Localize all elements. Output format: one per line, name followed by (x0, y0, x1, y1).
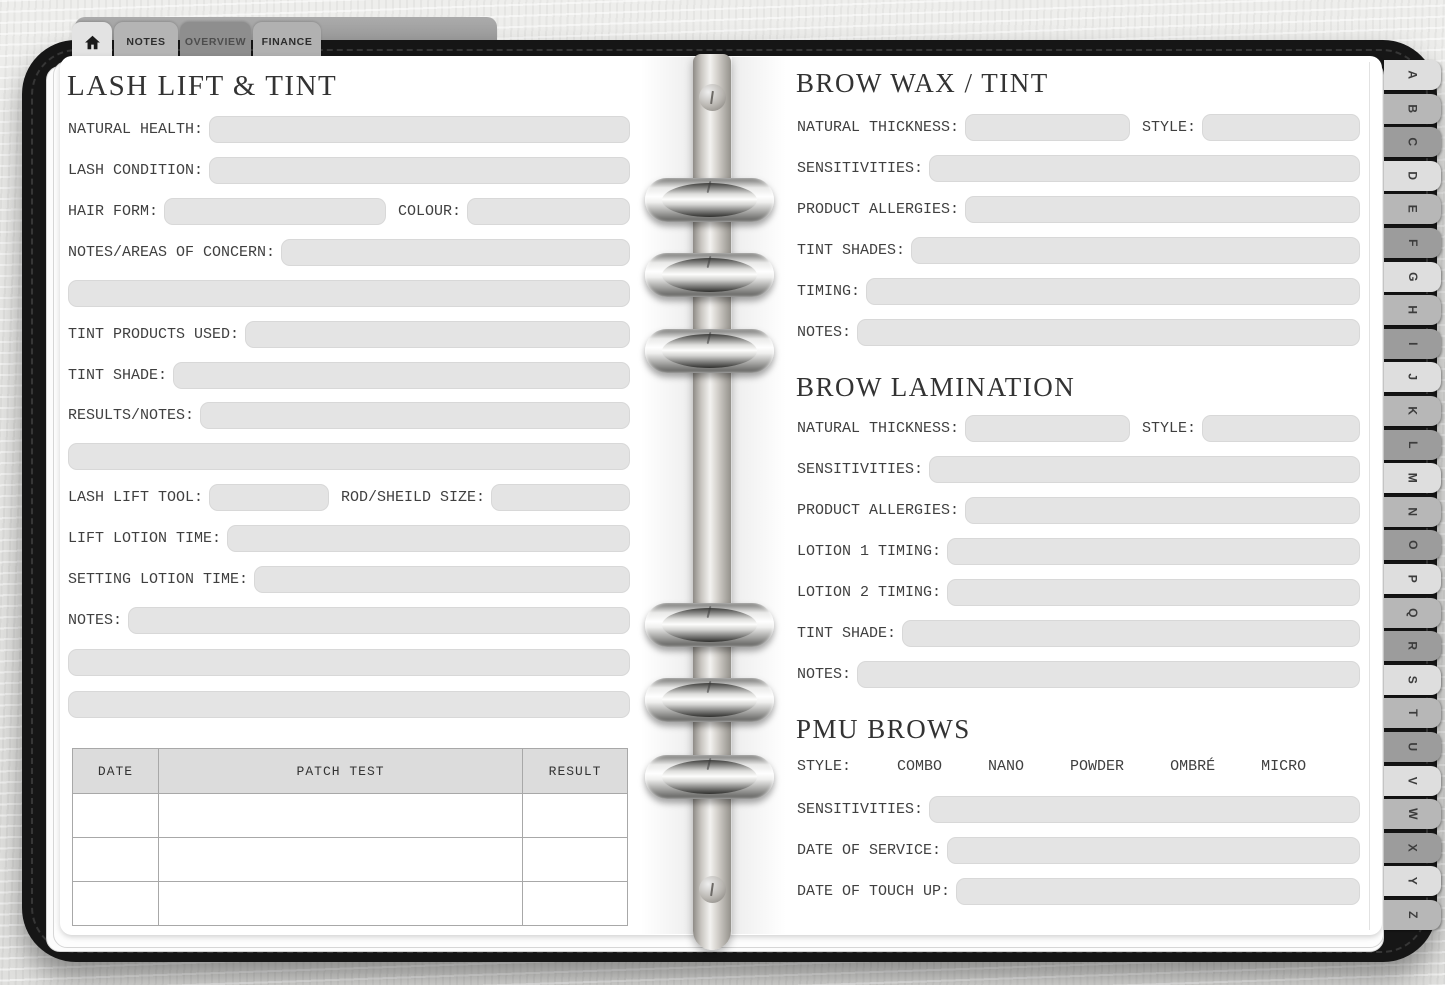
notes-areas-of-concern-input[interactable] (281, 239, 630, 266)
field-row (797, 415, 1360, 442)
natural-thickness-input[interactable] (965, 114, 1130, 141)
lash-lift-tool-input[interactable] (209, 484, 329, 511)
alphabet-tab-label: F (1405, 239, 1420, 247)
alphabet-tab-v[interactable] (1384, 766, 1441, 796)
style-input[interactable] (1202, 114, 1360, 141)
alphabet-tab-label: T (1405, 709, 1420, 717)
left-page-title: LASH LIFT & TINT (67, 70, 338, 102)
alphabet-tab-p[interactable] (1384, 564, 1441, 594)
alphabet-tab-i[interactable] (1384, 329, 1441, 359)
alphabet-tab-y[interactable] (1384, 866, 1441, 896)
binder-ring (645, 329, 774, 373)
notes-areas-of-concern-input-2[interactable] (68, 280, 630, 307)
field-row (797, 796, 1360, 823)
binder-ring (645, 755, 774, 799)
alphabet-tab-o[interactable] (1384, 530, 1441, 560)
alphabet-tab-label: G (1405, 272, 1420, 282)
alphabet-tab-k[interactable] (1384, 396, 1441, 426)
field-row (797, 620, 1360, 647)
field-row (797, 114, 1360, 141)
spine-screw-top (699, 84, 726, 111)
natural-health-input[interactable] (209, 116, 630, 143)
alphabet-tab-label: Y (1405, 876, 1420, 886)
alphabet-tab-label: R (1405, 641, 1420, 651)
alphabet-tab-m[interactable] (1384, 463, 1441, 493)
notes-areas-of-concern-label: NOTES/AREAS OF CONCERN: (68, 244, 276, 261)
lash-notes-label: NOTES: (68, 612, 123, 629)
field-row (797, 319, 1360, 346)
alphabet-tab-u[interactable] (1384, 732, 1441, 762)
alphabet-tab-label: M (1405, 472, 1420, 484)
alphabet-tab-d[interactable] (1384, 161, 1441, 191)
tint-shades-input[interactable] (911, 237, 1360, 264)
field-row (797, 497, 1360, 524)
tint-shade-input[interactable] (173, 362, 630, 389)
tab-label: OVERVIEW (184, 36, 247, 48)
pmu-style-option-ombre[interactable]: OMBRÉ (1170, 758, 1216, 775)
tab-label: NOTES (126, 36, 166, 48)
alphabet-tab-j[interactable] (1384, 362, 1441, 392)
tab-label: FINANCE (261, 36, 313, 48)
field-row (68, 649, 630, 676)
alphabet-tab-z[interactable] (1384, 900, 1441, 930)
alphabet-tab-label: E (1405, 204, 1420, 214)
results-notes-input-2[interactable] (68, 443, 630, 470)
alphabet-tab-label: P (1405, 574, 1420, 584)
pmu-style-option-powder[interactable]: POWDER (1070, 758, 1125, 775)
lam-product-allergies-input[interactable] (965, 497, 1360, 524)
timing-input[interactable] (866, 278, 1360, 305)
alphabet-tab-s[interactable] (1384, 665, 1441, 695)
field-row (68, 280, 630, 307)
field-row (68, 525, 630, 552)
binder-ring (645, 253, 774, 297)
colour-label: COLOUR: (398, 203, 462, 220)
alphabet-tab-label: S (1405, 675, 1420, 685)
alphabet-tab-label: Q (1405, 608, 1420, 618)
setting-lotion-time-label: SETTING LOTION TIME: (68, 571, 249, 588)
alphabet-tab-label: U (1405, 742, 1420, 752)
alphabet-tab-r[interactable] (1384, 631, 1441, 661)
table-cell[interactable] (73, 882, 159, 926)
table-row (73, 838, 628, 882)
lotion-2-timing-label: LOTION 2 TIMING: (797, 584, 942, 601)
wax-notes-input[interactable] (857, 319, 1360, 346)
table-header-date: DATE (73, 749, 159, 794)
results-notes-label: RESULTS/NOTES: (68, 407, 195, 424)
alphabet-tab-n[interactable] (1384, 497, 1441, 527)
wax-notes-label: NOTES: (797, 324, 852, 341)
date-of-touch-up-input[interactable] (956, 878, 1360, 905)
table-row (73, 882, 628, 926)
field-row (68, 321, 630, 348)
alphabet-tab-label: C (1405, 137, 1420, 147)
lam-notes-label: NOTES: (797, 666, 852, 683)
style-label: STYLE: (1142, 119, 1197, 136)
table-cell[interactable] (523, 794, 628, 838)
field-row (68, 443, 630, 470)
product-allergies-input[interactable] (965, 196, 1360, 223)
field-row (797, 278, 1360, 305)
alphabet-tab-label: W (1405, 808, 1420, 820)
pmu-style-label: STYLE: (797, 758, 852, 775)
alphabet-tab-label: H (1405, 305, 1420, 315)
date-of-service-label: DATE OF SERVICE: (797, 842, 942, 859)
results-notes-input[interactable] (200, 402, 630, 429)
alphabet-tab-a[interactable] (1384, 60, 1441, 90)
lam-sensitivities-input[interactable] (929, 456, 1360, 483)
brow-lamination-title: BROW LAMINATION (796, 372, 1076, 402)
lotion-1-timing-input[interactable] (947, 538, 1360, 565)
field-row (797, 456, 1360, 483)
patch-test-table (72, 748, 628, 926)
pmu-style-option-nano[interactable]: NANO (988, 758, 1025, 775)
field-row (68, 691, 630, 718)
table-header-row (73, 749, 628, 794)
alphabet-tab-label: L (1405, 441, 1420, 449)
setting-lotion-time-input[interactable] (254, 566, 630, 593)
lam-notes-input[interactable] (857, 661, 1360, 688)
alphabet-tab-label: D (1405, 171, 1420, 181)
lash-notes-input[interactable] (128, 607, 630, 634)
field-row (797, 661, 1360, 688)
natural-health-label: NATURAL HEALTH: (68, 121, 204, 138)
binder-ring (645, 603, 774, 647)
tint-shade-label: TINT SHADE: (68, 367, 168, 384)
home-icon (84, 34, 101, 51)
field-row (797, 878, 1360, 905)
lash-condition-label: LASH CONDITION: (68, 162, 204, 179)
lam-natural-thickness-input[interactable] (965, 415, 1130, 442)
rod-sheild-size-label: ROD/SHEILD SIZE: (341, 489, 486, 506)
lash-condition-input[interactable] (209, 157, 630, 184)
lotion-1-timing-label: LOTION 1 TIMING: (797, 543, 942, 560)
lam-product-allergies-label: PRODUCT ALLERGIES: (797, 502, 960, 519)
tint-shades-label: TINT SHADES: (797, 242, 906, 259)
pmu-sensitivities-input[interactable] (929, 796, 1360, 823)
table-cell[interactable] (73, 838, 159, 882)
product-allergies-label: PRODUCT ALLERGIES: (797, 201, 960, 218)
lam-style-label: STYLE: (1142, 420, 1197, 437)
alphabet-tab-label: X (1405, 843, 1420, 853)
colour-input[interactable] (467, 198, 630, 225)
table-cell[interactable] (159, 838, 523, 882)
tint-products-used-label: TINT PRODUCTS USED: (68, 326, 240, 343)
sensitivities-input[interactable] (929, 155, 1360, 182)
table-header-result: RESULT (523, 749, 628, 794)
lift-lotion-time-label: LIFT LOTION TIME: (68, 530, 222, 547)
spine-screw-bottom (699, 876, 726, 903)
alphabet-tab-c[interactable] (1384, 127, 1441, 157)
field-row (797, 155, 1360, 182)
sensitivities-label: SENSITIVITIES: (797, 160, 924, 177)
alphabet-tab-label: N (1405, 507, 1420, 517)
alphabet-tab-g[interactable] (1384, 262, 1441, 292)
lotion-2-timing-input[interactable] (947, 579, 1360, 606)
lash-notes-input-3[interactable] (68, 691, 630, 718)
field-row (68, 362, 630, 389)
date-of-touch-up-label: DATE OF TOUCH UP: (797, 883, 951, 900)
pmu-style-option-combo[interactable]: COMBO (897, 758, 943, 775)
field-row (68, 607, 630, 634)
table-cell[interactable] (523, 838, 628, 882)
field-row (68, 484, 630, 511)
alphabet-tab-label: V (1405, 776, 1420, 786)
field-row (797, 837, 1360, 864)
alphabet-tab-q[interactable] (1384, 598, 1441, 628)
alphabet-tab-t[interactable] (1384, 698, 1441, 728)
alphabet-tab-l[interactable] (1384, 430, 1441, 460)
alphabet-tab-label: I (1405, 342, 1420, 346)
pmu-style-options-row (797, 753, 1360, 780)
table-header-patch-test: PATCH TEST (159, 749, 523, 794)
tint-products-used-input[interactable] (245, 321, 630, 348)
field-row (68, 566, 630, 593)
lam-tint-shade-input[interactable] (902, 620, 1360, 647)
hair-form-label: HAIR FORM: (68, 203, 159, 220)
alphabet-tab-h[interactable] (1384, 295, 1441, 325)
date-of-service-input[interactable] (947, 837, 1360, 864)
lam-natural-thickness-label: NATURAL THICKNESS: (797, 420, 960, 437)
table-cell[interactable] (159, 882, 523, 926)
brow-wax-tint-title: BROW WAX / TINT (796, 68, 1049, 98)
alphabet-tab-x[interactable] (1384, 833, 1441, 863)
lam-style-input[interactable] (1202, 415, 1360, 442)
lam-tint-shade-label: TINT SHADE: (797, 625, 897, 642)
pmu-brows-title: PMU BROWS (796, 714, 971, 744)
pmu-sensitivities-label: SENSITIVITIES: (797, 801, 924, 818)
field-row (68, 157, 630, 184)
page-edge-line (1369, 62, 1370, 930)
alphabet-tab-label: B (1405, 104, 1420, 114)
lash-notes-input-2[interactable] (68, 649, 630, 676)
binder-ring (645, 678, 774, 722)
lam-sensitivities-label: SENSITIVITIES: (797, 461, 924, 478)
field-row (68, 239, 630, 266)
alphabet-tab-b[interactable] (1384, 94, 1441, 124)
field-row (797, 538, 1360, 565)
alphabet-tab-w[interactable] (1384, 799, 1441, 829)
natural-thickness-label: NATURAL THICKNESS: (797, 119, 960, 136)
alphabet-tab-label: Z (1405, 911, 1420, 919)
hair-form-input[interactable] (164, 198, 386, 225)
timing-label: TIMING: (797, 283, 861, 300)
binder-ring (645, 178, 774, 222)
rod-sheild-size-input[interactable] (491, 484, 630, 511)
field-row (797, 196, 1360, 223)
field-row (68, 198, 630, 225)
lash-lift-tool-label: LASH LIFT TOOL: (68, 489, 204, 506)
alphabet-tab-label: J (1405, 373, 1420, 381)
table-cell[interactable] (73, 794, 159, 838)
alphabet-tab-label: A (1405, 70, 1420, 80)
alphabet-tab-label: K (1405, 406, 1420, 416)
field-row (68, 402, 630, 429)
field-row (68, 116, 630, 143)
alphabet-tab-label: O (1405, 540, 1420, 550)
table-cell[interactable] (523, 882, 628, 926)
table-row (73, 794, 628, 838)
lift-lotion-time-input[interactable] (227, 525, 630, 552)
field-row (797, 237, 1360, 264)
alphabet-tab-e[interactable] (1384, 194, 1441, 224)
field-row (797, 579, 1360, 606)
alphabet-tab-f[interactable] (1384, 228, 1441, 258)
pmu-style-option-micro[interactable]: MICRO (1261, 758, 1307, 775)
table-cell[interactable] (159, 794, 523, 838)
